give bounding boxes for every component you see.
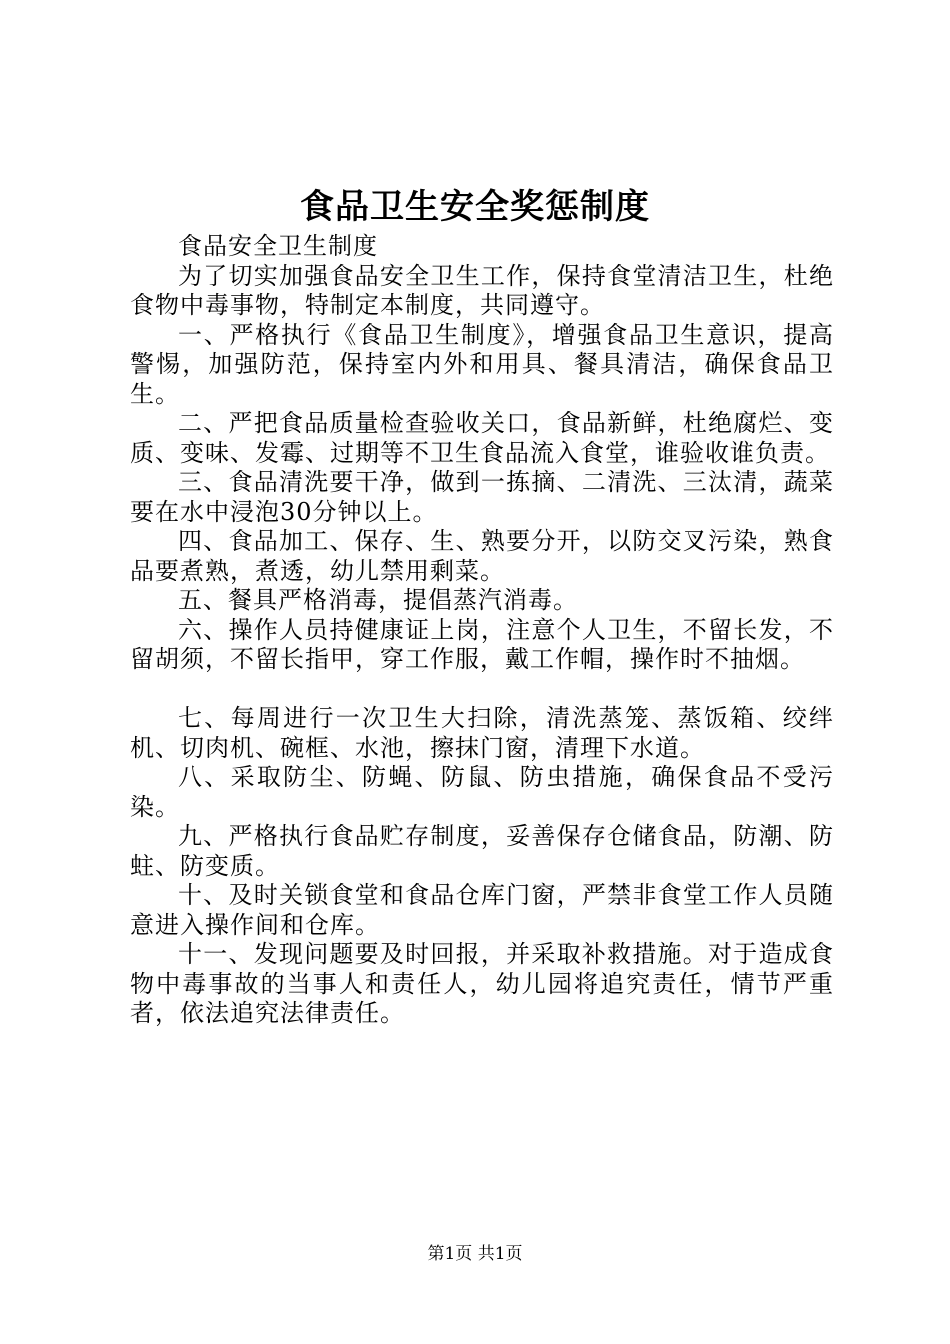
paragraph-rule-11: 十一、发现问题要及时回报，并采取补救措施。对于造成食物中毒事故的当事人和责任人，幼儿园将追究责任，情节严重者，依法追究法律责任。 — [130, 940, 834, 1027]
paragraph-rule-3: 三、食品清洗要干净，做到一拣摘、二清洗、三汰清，蔬菜要在水中浸泡30分钟以上。 — [130, 468, 834, 526]
paragraph-intro: 为了切实加强食品安全卫生工作，保持食堂清洁卫生，杜绝食物中毒事物，特制定本制度，共同遵守。 — [130, 261, 834, 319]
paragraph-rule-6: 六、操作人员持健康证上岗，注意个人卫生，不留长发，不留胡须，不留长指甲，穿工作服，戴工作帽，操作时不抽烟。 — [130, 615, 834, 673]
document-body — [130, 232, 834, 1029]
paragraph-rule-1: 一、严格执行《食品卫生制度》，增强食品卫生意识，提高警惕，加强防范，保持室内外和用具、餐具清洁，确保食品卫生。 — [130, 320, 834, 408]
paragraph-rule-2: 二、严把食品质量检查验收关口，食品新鲜，杜绝腐烂、变质、变味、发霉、过期等不卫生食品流入食堂，谁验收谁负责。 — [130, 409, 834, 467]
paragraph-rule-8: 八、采取防尘、防蝇、防鼠、防虫措施，确保食品不受污染。 — [130, 763, 834, 821]
paragraph-rule-9: 九、严格执行食品贮存制度，妥善保存仓储食品，防潮、防蛀、防变质。 — [130, 822, 834, 880]
paragraph-rule-4: 四、食品加工、保存、生、熟要分开，以防交叉污染，熟食品要煮熟，煮透，幼儿禁用剩菜。 — [130, 527, 834, 585]
document-title: 食品卫生安全奖惩制度 — [300, 187, 650, 227]
paragraph-subtitle: 食品安全卫生制度 — [178, 232, 378, 260]
paragraph-rule-10: 十、及时关锁食堂和食品仓库门窗，严禁非食堂工作人员随意进入操作间和仓库。 — [130, 881, 834, 939]
paragraph-rule-7: 七、每周进行一次卫生大扫除，清洗蒸笼、蒸饭箱、绞绊机、切肉机、碗框、水池，擦抹门窗，清理下水道。 — [130, 704, 834, 762]
page-footer: 第1页 共1页 — [427, 1244, 523, 1264]
paragraph-rule-5: 五、餐具严格消毒，提倡蒸汽消毒。 — [178, 586, 578, 614]
